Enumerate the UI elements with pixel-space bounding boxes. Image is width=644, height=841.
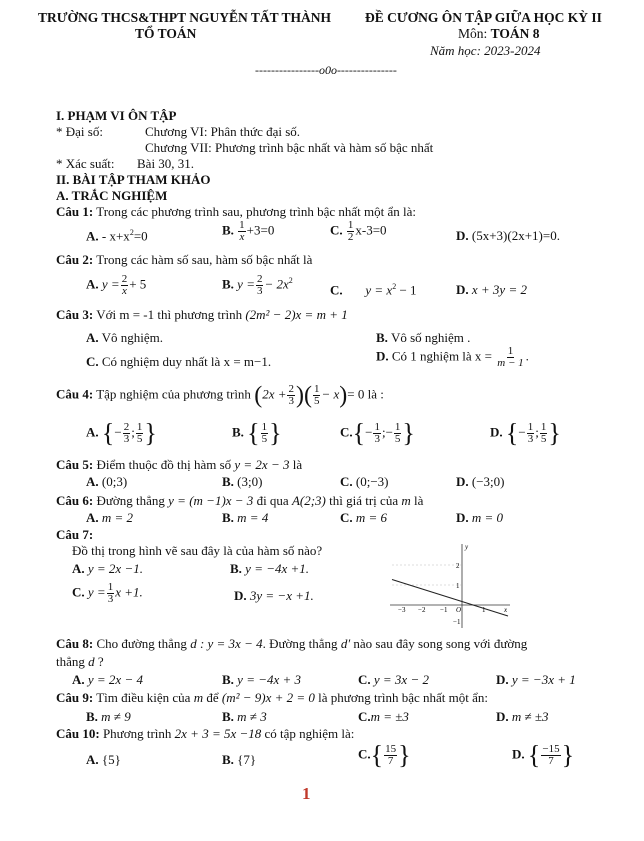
question-3: Câu 3: Với m = -1 thì phương trình (2m² − 2)x = m + 1 [56, 307, 348, 322]
y-tick-3: −1 [453, 618, 461, 626]
q7-option-a: A. y = 2x −1. [72, 561, 143, 576]
subject-value: TOÁN 8 [490, 26, 540, 41]
department-name: TỔ TOÁN [135, 26, 197, 41]
q5-option-c: C. (0;−3) [340, 474, 389, 489]
x-tick-2: −2 [418, 606, 426, 614]
q8-option-a: A. y = 2x − 4 [72, 672, 143, 687]
q10-option-b: B. {7} [222, 752, 257, 767]
document-title: ĐỀ CƯƠNG ÔN TẬP GIỮA HỌC KỲ II [365, 10, 602, 25]
q8-option-c: C. y = 3x − 2 [358, 672, 429, 687]
probability-label: * Xác suất: [56, 156, 115, 171]
q2-option-c: C. $y = x^2 - 1$ [330, 282, 417, 298]
q10-option-d: D. { $\frac{-15}{7}$ } [512, 740, 575, 770]
q8-option-b: B. y = −4x + 3 [222, 672, 302, 687]
school-year: Năm học: 2023-2024 [430, 43, 541, 58]
section-1-title: I. PHẠM VI ÔN TẬP [56, 108, 177, 123]
question-1: Câu 1: Trong các phương trình sau, phương trình bậc nhất một ẩn là: [56, 204, 417, 219]
q5-option-b: B. (3;0) [222, 474, 263, 489]
x-tick-3: −1 [440, 606, 448, 614]
q1-option-a: A. - $x+x^2=0$ [86, 228, 148, 244]
q1-option-c: C. $\frac{1}{2}$ x-3=0 [330, 219, 387, 243]
q10-option-a: A. {5} [86, 752, 121, 767]
q5-option-d: D. (−3;0) [456, 474, 505, 489]
header-divider: ----------------o0o--------------- [255, 63, 397, 77]
question-7-label: Câu 7: [56, 527, 94, 542]
question-7-text: Đồ thị trong hình vẽ sau đây là của hàm số nào? [72, 543, 323, 558]
question-8-line-2: thẳng d ? [56, 654, 104, 669]
y-tick-1: 2 [456, 562, 460, 570]
y-tick-2: 1 [456, 582, 460, 590]
subject-label: Môn: [458, 26, 488, 41]
x-tick-4: 1 [482, 606, 486, 614]
q9-option-b: B. m ≠ 3 [222, 709, 267, 724]
page-number: 1 [302, 784, 311, 803]
q3-option-d: D. Có 1 nghiệm là x = $\frac{1}{m - 1}$ . [376, 345, 529, 369]
algebra-chapter-6: Chương VI: Phân thức đại số. [145, 124, 301, 139]
q4-option-c: C.{− $\frac{1}{3}$ ;− $\frac{1}{5}$ } [340, 418, 415, 448]
q6-option-d: D. m = 0 [456, 510, 504, 525]
q4-option-b: B. { $\frac{1}{5}$ } [232, 418, 282, 448]
subject-line [458, 26, 540, 42]
question-2: Câu 2: Trong các hàm số sau, hàm số bậc nhất là [56, 252, 313, 267]
q3-option-b: B. Vô số nghiệm . [376, 330, 471, 345]
section-2-title: II. BÀI TẬP THAM KHẢO [56, 172, 211, 187]
algebra-chapter-7: Chương VII: Phương trình bậc nhất và hàm số bậc nhất [145, 140, 434, 155]
q3-option-a: A. Vô nghiệm. [86, 330, 164, 345]
q2-option-b: B. y = $\frac{2}{3}$ − $2x^2$ [222, 273, 293, 297]
q7-graph [388, 540, 513, 630]
q7-option-c: C. y = $\frac{1}{3}$ x +1. [72, 581, 143, 605]
q8-option-d: D. y = −3x + 1 [496, 672, 576, 687]
q3-option-c: C. Có nghiệm duy nhất là x = m−1. [86, 354, 272, 369]
q7-option-d: D. 3y = −x +1. [234, 588, 314, 603]
question-6: Câu 6: Đường thẳng y = (m −1)x − 3 đi qua A(2;3) thì giá trị của m là [56, 493, 424, 508]
x-axis-label: x [504, 606, 508, 614]
q9-option-c: C.m = ±3 [358, 709, 409, 724]
school-name: TRƯỜNG THCS&THPT NGUYỄN TẤT THÀNH [38, 10, 332, 25]
q6-option-c: C. m = 6 [340, 510, 388, 525]
q9-option-a: B. m ≠ 9 [86, 709, 131, 724]
y-axis-label: y [465, 543, 469, 551]
q6-option-a: A. m = 2 [86, 510, 134, 525]
origin-label: O [456, 606, 462, 614]
q2-option-d: D. x + 3y = 2 [456, 282, 527, 297]
q4-option-a: A. {− $\frac{2}{3}$ ; $\frac{1}{5}$ } [86, 418, 157, 448]
q1-option-d: D. (5x+3)(2x+1)=0. [456, 228, 560, 243]
q7-option-b: B. y = −4x +1. [230, 561, 310, 576]
q9-option-d: D. m ≠ ±3 [496, 709, 549, 724]
question-4: Câu 4: Tập nghiệm của phương trình (2x + $\frac{2}{3}$ )( $\frac{1}{5}$ − x)= 0 là : [56, 382, 384, 409]
algebra-label: * Đại số: [56, 124, 103, 139]
question-10: Câu 10: Phương trình 2x + 3 = 5x −18 có tập nghiệm là: [56, 726, 355, 741]
q6-option-b: B. m = 4 [222, 510, 269, 525]
x-tick-1: −3 [398, 606, 406, 614]
question-9: Câu 9: Tìm điều kiện của m để (m² − 9)x + 2 = 0 là phương trình bậc nhất một ẩn: [56, 690, 489, 705]
section-2-subtitle: A. TRẮC NGHIỆM [56, 188, 168, 203]
q4-option-d: D. {− $\frac{1}{3}$ ; $\frac{1}{5}$ } [490, 418, 561, 448]
question-8: Câu 8: Cho đường thẳng d : y = 3x − 4. Đường thẳng d′ nào sau đây song song với đường [56, 636, 528, 651]
q10-option-c: C.{ $\frac{15}{7}$ } [358, 740, 411, 770]
question-5: Câu 5: Điểm thuộc đồ thị hàm số y = 2x − 3 là [56, 457, 303, 472]
q1-option-b: B. $\frac{1}{x}$ +3=0 [222, 219, 275, 243]
q5-option-a: A. (0;3) [86, 474, 128, 489]
probability-lessons: Bài 30, 31. [137, 156, 195, 171]
q2-option-a: A. y = $\frac{2}{x}$ + 5 [86, 273, 147, 297]
